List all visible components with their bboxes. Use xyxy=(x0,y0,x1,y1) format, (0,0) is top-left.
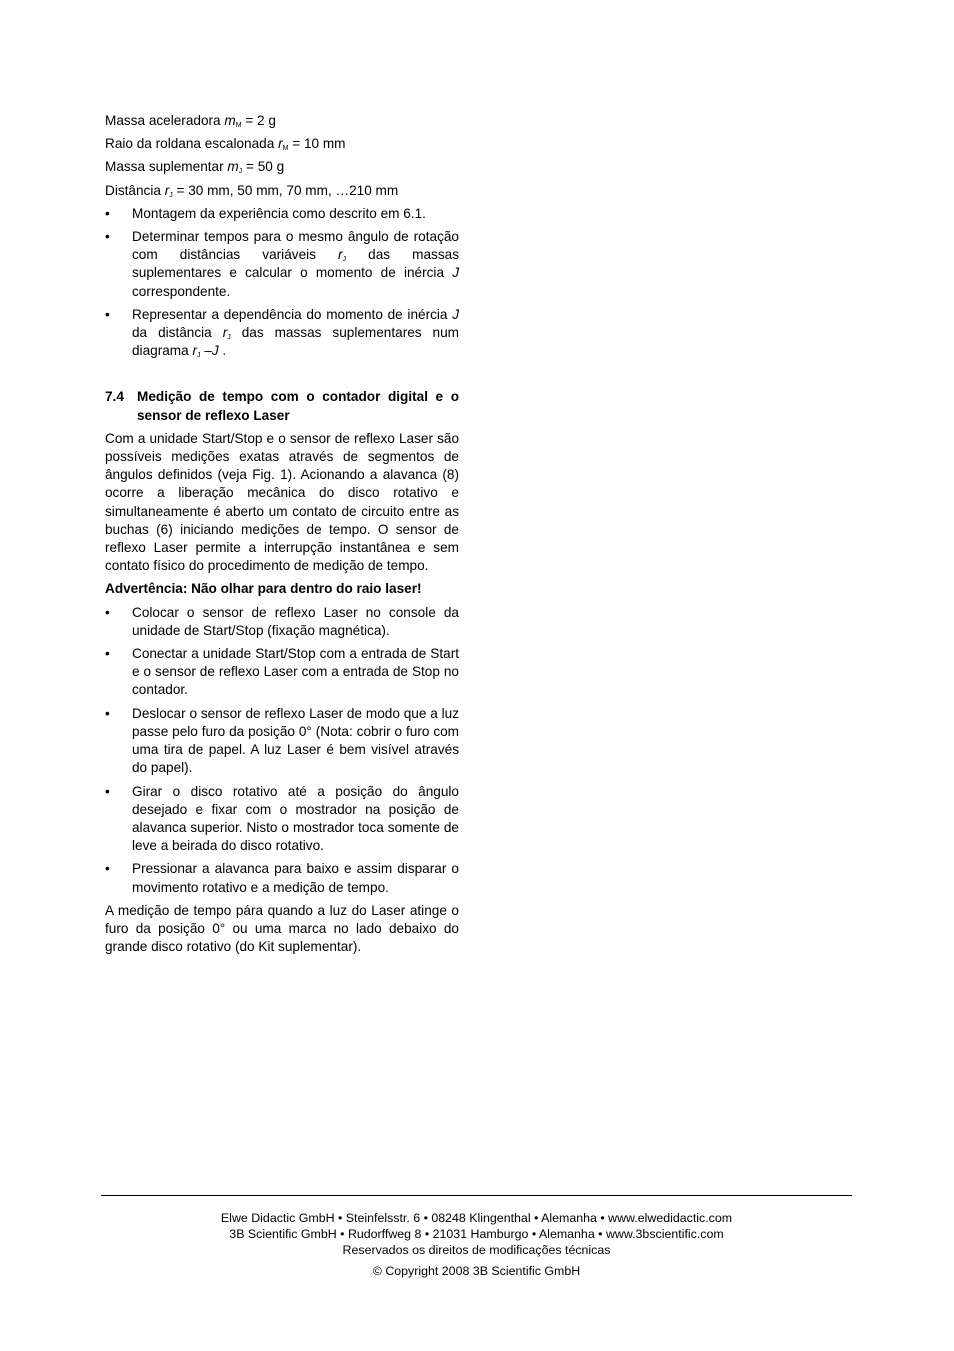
param-mass-accelerating: Massa aceleradora $m_M = 2$ g xyxy=(105,113,276,129)
section-number: 7.4 xyxy=(105,389,124,405)
list-item: • Colocar o sensor de reflexo Laser no console da unidade de Start/Stop (fixação magnética). xyxy=(105,604,459,638)
footer-copyright: © Copyright 2008 3B Scientific GmbH xyxy=(372,1264,581,1278)
bullet-icon: • xyxy=(105,783,110,799)
closing-paragraph: A medição de tempo pára quando a luz do Laser atinge o furo da posição 0° ou uma marca no lado debaixo do grande disco rotativo (do Kit suplementar). xyxy=(105,902,459,955)
bullet-icon: • xyxy=(105,705,110,721)
bullet-icon: • xyxy=(105,306,110,322)
list-item: • Girar o disco rotativo até a posição do ângulo desejado e fixar com o mostrador na posição de alavanca superior. Nisto o mostrador toca somente de leve a beirada do disco rotativo. xyxy=(105,783,459,854)
section-title: Medição de tempo com o contador digital e o sensor de reflexo Laser xyxy=(137,389,459,423)
procedure-list-a xyxy=(105,205,459,361)
page-footer xyxy=(101,1210,852,1279)
bullet-icon: • xyxy=(105,229,110,245)
list-item: • Representar a dependência do momento de inércia J da distância $r_J$ das massas suplementares num diagrama $r_J$ –J . xyxy=(105,306,459,360)
bullet-icon: • xyxy=(105,205,110,221)
procedure-list-b xyxy=(105,604,459,897)
footer-divider xyxy=(101,1195,852,1196)
list-item: • Montagem da experiência como descrito em 6.1. xyxy=(105,205,459,223)
param-mass-supplementary: Massa suplementar $m_J = 50$ g xyxy=(105,159,285,176)
list-item: • Determinar tempos para o mesmo ângulo de rotação com distâncias variáveis $r_J$ das massas suplementares e calcular o momento de inércia J correspondente. xyxy=(105,229,459,299)
list-item: • Conectar a unidade Start/Stop com a entrada de Start e o sensor de reflexo Laser com a entrada de Stop no contador. xyxy=(105,646,459,698)
footer-line-elwe: Elwe Didactic GmbH • Steinfelsstr. 6 • 08248 Klingenthal • Alemanha • www.elwedidactic.com xyxy=(220,1211,733,1225)
section-heading xyxy=(105,388,459,424)
warning-text: Advertência: Não olhar para dentro do raio laser! xyxy=(105,581,422,597)
list-item: • Deslocar o sensor de reflexo Laser de modo que a luz passe pelo furo da posição 0° (Nota: cobrir o furo com uma tira de papel. A luz Laser é bem visível através do papel). xyxy=(105,705,459,776)
param-pulley-radius: Raio da roldana escalonada $r_M = 10$ mm xyxy=(105,136,346,153)
footer-line-3b: 3B Scientific GmbH • Rudorffweg 8 • 21031 Hamburgo • Alemanha • www.3bscientific.com xyxy=(229,1227,724,1241)
list-item: • Pressionar a alavanca para baixo e assim disparar o movimento rotativo e a medição de tempo. xyxy=(105,861,459,895)
param-distance: Distância $r_J = 30$ mm, 50 mm, 70 mm, …210 mm xyxy=(105,182,399,199)
footer-line-rights: Reservados os direitos de modificações técnicas xyxy=(342,1243,611,1257)
intro-paragraph: Com a unidade Start/Stop e o sensor de reflexo Laser são possíveis medições exatas através de segmentos de ângulos definidos (veja Fig. 1). Acionando a alavanca (8) ocorre a liberação mecânica do disco rotativo e simultaneamente é aberto um contato de circuito entre as buchas (6) iniciando medições de tempo. O sensor de reflexo Laser permite a interrupção instantânea e sem contato físico do procedimento de medição de tempo. xyxy=(105,430,459,574)
bullet-icon: • xyxy=(105,646,110,662)
bullet-icon: • xyxy=(105,861,110,877)
bullet-icon: • xyxy=(105,604,110,620)
text-column xyxy=(105,112,459,961)
